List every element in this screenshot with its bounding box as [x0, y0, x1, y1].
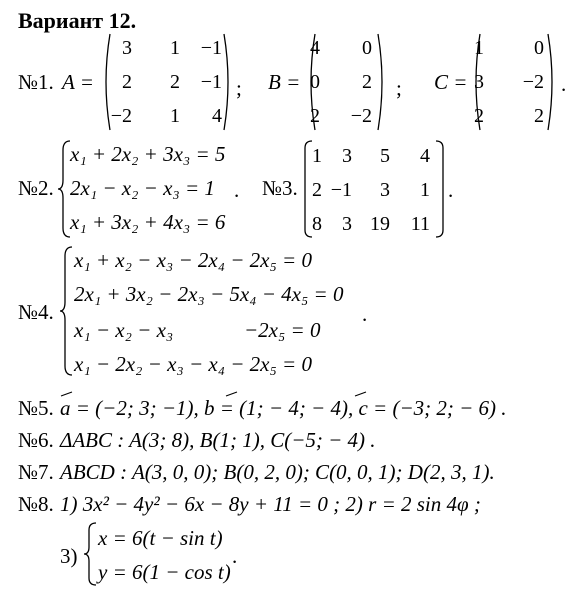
- separator: ;: [236, 76, 242, 100]
- problem-8-label: №8.: [18, 492, 54, 516]
- matrix-cell: −2: [350, 105, 372, 127]
- matrix-cell: 3: [474, 71, 484, 93]
- period: .: [561, 72, 567, 96]
- matrix-cell: −2: [110, 105, 132, 127]
- matrix-cell: 0: [534, 37, 544, 59]
- problem-8-curves: 1) 3x² − 4y² − 6x − 8y + 11 = 0 ; 2) r = 2 sin 4φ ;: [60, 492, 481, 516]
- matrix-cell: 4: [420, 145, 430, 167]
- system-4-eq-2: 2x₁ + 3x₂ − 2x₃ − 5x₄ − 4x₅ = 0: [74, 282, 344, 306]
- matrix-cell: 2: [122, 71, 132, 93]
- problem-5-label: №5.: [18, 396, 54, 420]
- matrix-3-right-bar: [434, 140, 444, 238]
- matrix-cell: −1: [330, 179, 352, 201]
- system-4-eq-3-left: x₁ − x₂ − x₃: [74, 318, 174, 342]
- matrix-cell: 11: [410, 213, 430, 235]
- matrix-a-name: A =: [62, 70, 94, 94]
- matrix-a-right-paren: [222, 33, 234, 131]
- matrix-cell: 3: [122, 37, 132, 59]
- matrix-b-right-paren: [376, 33, 388, 131]
- period: .: [232, 544, 238, 568]
- matrix-cell: 3: [380, 179, 390, 201]
- matrix-cell: 3: [342, 145, 352, 167]
- matrix-cell: −2: [522, 71, 544, 93]
- separator: ;: [396, 76, 402, 100]
- problem-2-label: №2.: [18, 176, 54, 200]
- matrix-cell: −1: [200, 71, 222, 93]
- matrix-cell: 4: [212, 105, 222, 127]
- problem-6-triangle: ΔABC : A(3; 8), B(1; 1), C(−5; − 4) .: [60, 428, 376, 452]
- matrix-cell: 1: [474, 37, 484, 59]
- matrix-cell: 1: [312, 145, 322, 167]
- system-2-eq-2: 2x₁ − x₂ − x₃ = 1: [70, 176, 215, 200]
- matrix-cell: 1: [420, 179, 430, 201]
- matrix-cell: 2: [310, 105, 320, 127]
- vector-arrows: [60, 389, 390, 399]
- matrix-cell: 2: [474, 105, 484, 127]
- matrix-cell: 1: [170, 37, 180, 59]
- problem-1-label: №1.: [18, 70, 54, 94]
- problem-6-label: №6.: [18, 428, 54, 452]
- matrix-cell: −1: [200, 37, 222, 59]
- matrix-cell: 2: [534, 105, 544, 127]
- matrix-cell: 2: [312, 179, 322, 201]
- problem-7-points: ABCD : A(3, 0, 0); B(0, 2, 0); C(0, 0, 1); D(2, 3, 1).: [60, 460, 495, 484]
- matrix-cell: 19: [370, 213, 390, 235]
- matrix-c-right-paren: [546, 33, 558, 131]
- matrix-b-name: B =: [268, 70, 301, 94]
- matrix-cell: 5: [380, 145, 390, 167]
- matrix-cell: 2: [362, 71, 372, 93]
- problem-5-vectors: a = (−2; 3; −1), b = (1; − 4; − 4), c = (−3; 2; − 6) .: [60, 396, 507, 420]
- problem-7-label: №7.: [18, 460, 54, 484]
- system-8-eq-1: x = 6(t − sin t): [98, 526, 223, 550]
- period: .: [448, 178, 454, 202]
- system-2-eq-3: x₁ + 3x₂ + 4x₃ = 6: [70, 210, 226, 234]
- period: .: [362, 302, 368, 326]
- page-title: Вариант 12.: [18, 8, 137, 33]
- system-4-eq-1: x₁ + x₂ − x₃ − 2x₄ − 2x₅ = 0: [74, 248, 312, 272]
- system-8-brace: [84, 522, 98, 586]
- matrix-c-name: C =: [434, 70, 468, 94]
- matrix-cell: 0: [310, 71, 320, 93]
- matrix-cell: 2: [170, 71, 180, 93]
- matrix-cell: 8: [312, 213, 322, 235]
- problem-4-label: №4.: [18, 300, 54, 324]
- matrix-cell: 0: [362, 37, 372, 59]
- matrix-cell: 1: [170, 105, 180, 127]
- system-4-brace: [60, 246, 74, 376]
- system-2-eq-1: x₁ + 2x₂ + 3x₃ = 5: [70, 142, 226, 166]
- system-4-eq-4: x₁ − 2x₂ − x₃ − x₄ − 2x₅ = 0: [74, 352, 312, 376]
- matrix-cell: 3: [342, 213, 352, 235]
- matrix-cell: 4: [310, 37, 320, 59]
- problem-8-sub3: 3): [60, 544, 78, 568]
- system-4-eq-3-right: −2x₅ = 0: [244, 318, 321, 342]
- period: .: [234, 178, 240, 202]
- system-8-eq-2: y = 6(1 − cos t): [98, 560, 231, 584]
- problem-3-label: №3.: [262, 176, 298, 200]
